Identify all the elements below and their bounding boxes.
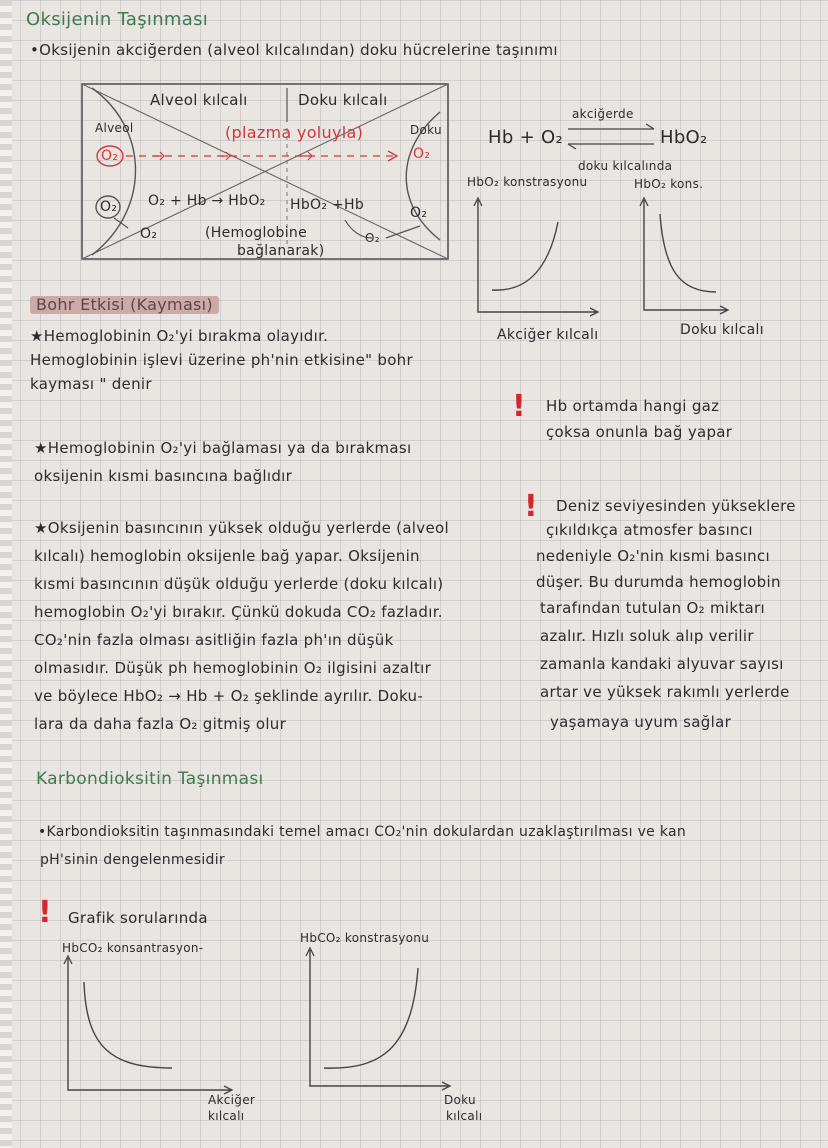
bohr-p3-line7: ve böylece HbO₂ → Hb + O₂ şeklinde ayrılır. Doku- — [34, 687, 424, 705]
graph-bottom-left-xlabel-1: Akciğer — [208, 1093, 256, 1107]
note2-line7: zamanla kandaki alyuvar sayısı — [540, 655, 784, 673]
heading-oxygen-transport: Oksijenin Taşınması — [26, 9, 209, 30]
bohr-p3-line3: kısmi basıncının düşük olduğu yerlerde (doku kılcalı) — [34, 575, 444, 593]
graph-bottom-right-axes — [310, 950, 450, 1086]
note1-line1: Hb ortamda hangi gaz — [546, 397, 720, 415]
note2-line3: nedeniyle O₂'nin kısmi basıncı — [536, 547, 770, 565]
label-plazma: (plazma yoluyla) — [225, 123, 364, 142]
label-hemoglobine: (Hemoglobine — [205, 225, 308, 241]
label-baglanarak: bağlanarak) — [237, 243, 325, 259]
graph-bottom-right-xlabel-1: Doku — [444, 1093, 476, 1107]
bohr-p3-line8: lara da daha fazla O₂ gitmiş olur — [34, 715, 287, 733]
equation-left: Hb + O₂ — [488, 127, 563, 148]
bohr-p3-line5: CO₂'nin fazla olması asitliğin fazla ph'ın düşük — [34, 631, 394, 649]
graph-top-right-ylabel: HbO₂ kons. — [634, 177, 704, 191]
bohr-p2-line2: oksijenin kısmi basıncına bağlıdır — [34, 467, 293, 485]
note2-line8: artar ve yüksek rakımlı yerlerde — [540, 683, 790, 701]
co2-bullet-line2: pH'sinin dengelenmesidir — [40, 852, 225, 868]
co2-bullet-line1: •Karbondioksitin taşınmasındaki temel amacı CO₂'nin dokulardan uzaklaştırılması ve kan — [38, 824, 687, 840]
bohr-p3-line4: hemoglobin O₂'yi bırakır. Çünkü dokuda CO₂ fazladır. — [34, 603, 443, 621]
equation-top-label: akciğerde — [572, 107, 634, 121]
o2-alveol-dark: O₂ — [100, 199, 118, 215]
bohr-p3-line2: kılcalı) hemoglobin oksijenle bağ yapar. Oksijenin — [34, 547, 420, 565]
exclamation-icon: ! — [524, 489, 538, 524]
graph-bottom-left-xlabel-2: kılcalı — [208, 1109, 245, 1123]
eq-right-diagram: HbO₂ +Hb — [290, 197, 365, 213]
label-alveol: Alveol — [95, 121, 134, 135]
label-doku-kilcal: Doku kılcalı — [298, 91, 388, 109]
grafik-label: Grafik sorularında — [68, 909, 208, 927]
o2-doku-dark: O₂ — [410, 205, 428, 221]
heading-bohr: Bohr Etkisi (Kayması) — [30, 296, 219, 314]
bohr-p2-line1: ★Hemoglobinin O₂'yi bağlaması ya da bırakması — [34, 439, 412, 457]
graph-top-right-xlabel: Doku kılcalı — [680, 322, 764, 338]
graph-bottom-left-ylabel: HbCO₂ konsantrasyon- — [62, 941, 204, 955]
note1-line2: çoksa onunla bağ yapar — [546, 423, 733, 441]
note2-line4: düşer. Bu durumda hemoglobin — [536, 573, 781, 591]
label-doku: Doku — [410, 123, 442, 137]
note2-line6: azalır. Hızlı soluk alıp verilir — [540, 627, 754, 645]
bohr-p1-line2: Hemoglobinin işlevi üzerine ph'nin etkisine" bohr — [30, 351, 413, 369]
o2-released-left: O₂ — [140, 226, 158, 242]
graph-top-left-xlabel: Akciğer kılcalı — [497, 327, 599, 343]
graph-bottom-right-curve — [324, 968, 418, 1068]
bohr-p3-line1: ★Oksijenin basıncının yüksek olduğu yerlerde (alveol — [34, 519, 449, 537]
note2-line1: Deniz seviyesinden yükseklere — [556, 497, 796, 515]
exclamation-icon: ! — [512, 389, 526, 424]
bohr-p1-line3: kayması " denir — [30, 375, 152, 393]
graph-top-left-ylabel: HbO₂ konstrasyonu — [467, 175, 588, 189]
o2-released-right: O₂ — [365, 231, 380, 245]
o2-alveol-red: O₂ — [101, 148, 119, 164]
label-alveol-kilcal: Alveol kılcalı — [150, 91, 248, 109]
o2-doku-red: O₂ — [413, 146, 431, 162]
eq-left-diagram: O₂ + Hb → HbO₂ — [148, 193, 266, 209]
bohr-p1-line1: ★Hemoglobinin O₂'yi bırakma olayıdır. — [30, 327, 329, 345]
equation-right: HbO₂ — [660, 127, 708, 148]
exclamation-icon: ! — [38, 895, 52, 930]
equation-bottom-label: doku kılcalında — [578, 159, 673, 173]
graph-bottom-right-xlabel-2: kılcalı — [446, 1109, 483, 1123]
note2-line5: tarafından tutulan O₂ miktarı — [540, 599, 765, 617]
bullet-oxygen: •Oksijenin akciğerden (alveol kılcalından) doku hücrelerine taşınımı — [30, 41, 558, 59]
heading-co2-transport: Karbondioksitin Taşınması — [36, 769, 264, 789]
graph-bottom-right-ylabel: HbCO₂ konstrasyonu — [300, 931, 430, 945]
bohr-p3-line6: olmasıdır. Düşük ph hemoglobinin O₂ ilgisini azaltır — [34, 659, 432, 677]
note2-line9: yaşamaya uyum sağlar — [550, 713, 732, 731]
note2-line2: çıkıldıkça atmosfer basıncı — [546, 521, 753, 539]
